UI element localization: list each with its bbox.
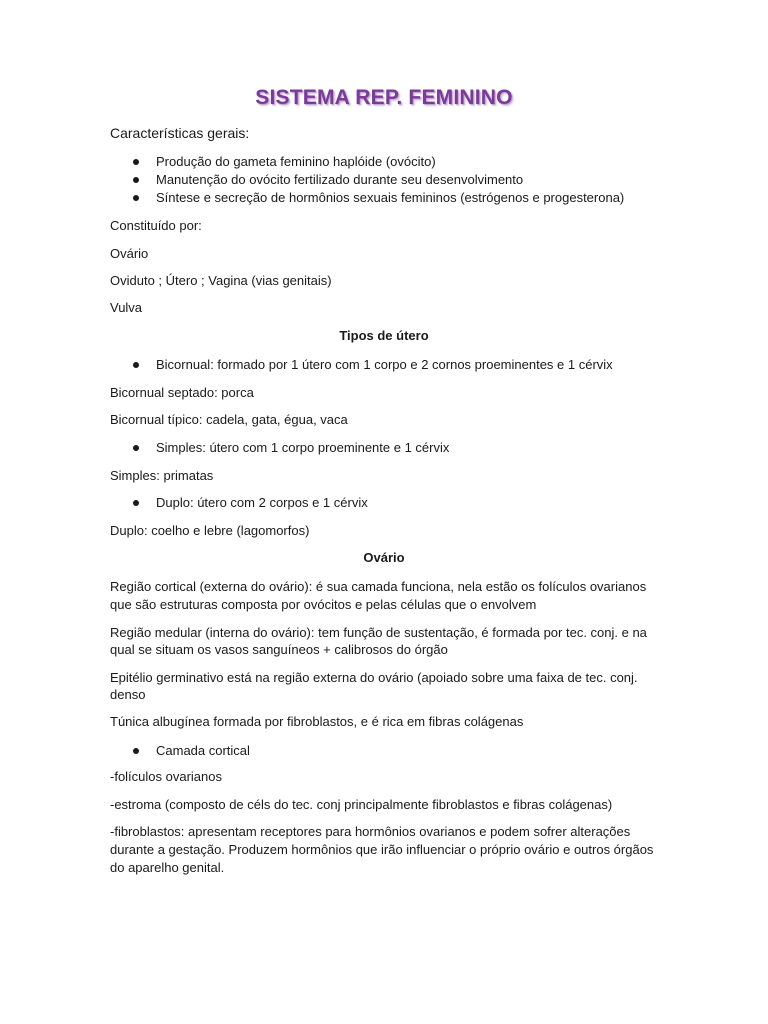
epitelio-line-1: Epitélio germinativo está na região externa do ovário (apoiado sobre uma faixa de tec. conj.	[110, 670, 638, 685]
bicornual-tipico: Bicornual típico: cadela, gata, égua, vaca	[110, 412, 348, 427]
bullet-icon	[133, 748, 139, 754]
page-title: SISTEMA REP. FEMININO	[255, 86, 513, 109]
tipos-heading: Tipos de útero	[339, 328, 429, 343]
oviduto-line: Oviduto ; Útero ; Vagina (vias genitais)	[110, 273, 332, 288]
foliculos-line: -folículos ovarianos	[110, 769, 222, 784]
ovario-line: Ovário	[110, 246, 149, 261]
regiao-medular-line-2: qual se situam os vasos sanguíneos + calibrosos do órgão	[110, 642, 448, 657]
regiao-cortical-line-1: Região cortical (externa do ovário): é sua camada funciona, nela estão os folículos ovarianos	[110, 579, 647, 594]
bullet-icon	[133, 362, 139, 368]
bullet-icon	[133, 177, 139, 183]
constituido-label: Constituído por:	[110, 218, 202, 233]
duplo-line: Duplo: coelho e lebre (lagomorfos)	[110, 523, 310, 538]
regiao-medular-line-1: Região medular (interna do ovário): tem função de sustentação, é formada por tec. conj. e na	[110, 625, 647, 640]
vulva-line: Vulva	[110, 300, 143, 315]
bullet-icon	[133, 159, 139, 165]
fibroblastos-line-2: durante a gestação. Produzem hormônios que irão influenciar o próprio ovário e outros órgãos	[110, 842, 654, 857]
document-page: SISTEMA REP. FEMININO Características gerais: Produção do gameta feminino haplóide (ovócito) Manutenção do ovócito fertilizado durante seu desenvolvimento Síntese e secreção de hormônios sexuais femininos (estrógenos e progesterona) Constituído por: Ovário Oviduto ; Útero ; Vagina (vias genitais) Vulva Tipos de útero Bicornual: formado por 1 útero com 1 corpo e 2 cornos proeminentes e 1 cérvix Bicornual septado: porca Bicornual típico: cadela, gata, égua, vaca Simples: útero com 1 corpo proeminente e 1 cérvix Simples: primatas Duplo: útero com 2 corpos e 1 cérvix Duplo: coelho e lebre (lagomorfos) Ovário Região cortical (externa do ovário): é sua camada funciona, nela estão os folículos ovarianos que são estruturas composta por ovócitos e pelas células que o envolvem Região medular (interna do ovário): tem função de sustentação, é formada por tec. conj. e na qual se situam os vasos sanguíneos + calibrosos do órgão Epitélio germinativo está na região externa do ovário (apoiado sobre uma faixa de tec. conj. denso Túnica albugínea formada por fibroblastos, e é rica em fibras colágenas Camada cortical -folículos ovarianos -estroma (composto de céls do tec. conj principalmente fibroblastos e fibras colágenas) -fibroblastos: apresentam receptores para hormônios ovarianos e podem sofrer alterações durante a gestação. Produzem hormônios que irão influenciar o próprio ovário e outros órgãos do aparelho genital.	[0, 0, 768, 1024]
regiao-cortical-line-2: que são estruturas composta por ovócitos e pelas células que o envolvem	[110, 597, 537, 612]
epitelio-line-2: denso	[110, 687, 146, 702]
bullet-icon	[133, 195, 139, 201]
bullet-icon	[133, 500, 139, 506]
ovario-heading: Ovário	[363, 550, 405, 565]
tunica-line: Túnica albugínea formada por fibroblastos, e é rica em fibras colágenas	[110, 714, 524, 729]
fibroblastos-line-1: -fibroblastos: apresentam receptores para hormônios ovarianos e podem sofrer alterações	[110, 824, 631, 839]
fibroblastos-line-3: do aparelho genital.	[110, 860, 225, 875]
bullet-icon	[133, 445, 139, 451]
bicornual-septado: Bicornual septado: porca	[110, 385, 254, 400]
simples-line: Simples: primatas	[110, 468, 214, 483]
estroma-line: -estroma (composto de céls do tec. conj principalmente fibroblastos e fibras colágenas)	[110, 797, 613, 812]
caracteristicas-heading: Características gerais:	[110, 125, 250, 141]
